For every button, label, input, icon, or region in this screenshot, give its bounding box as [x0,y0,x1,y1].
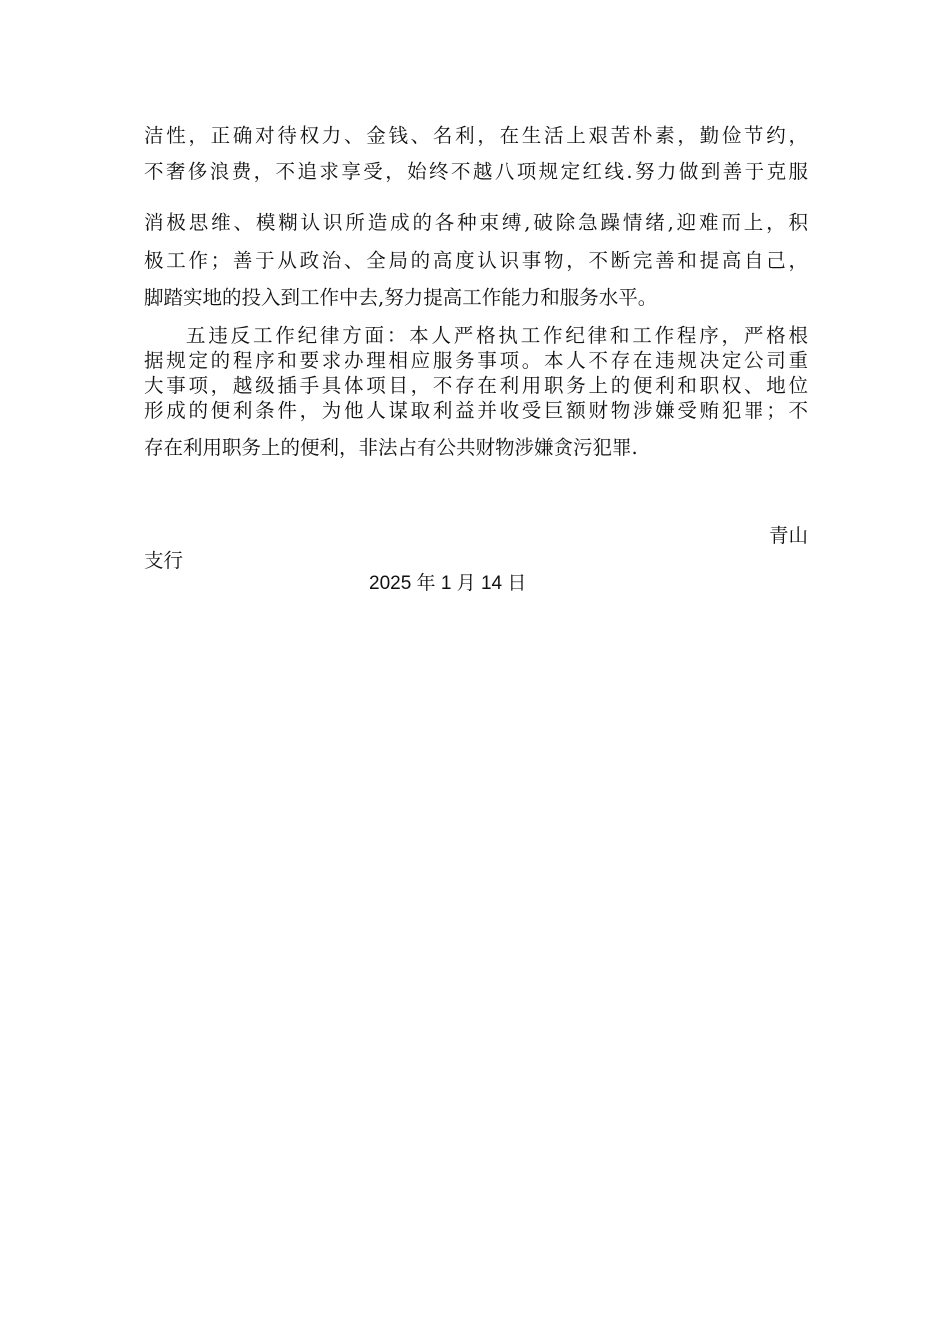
signature-org-continued: 支行 [144,549,184,572]
paragraph-line: 脚踏实地的投入到工作中去,努力提高工作能力和服务水平。 [144,286,658,309]
paragraph-line: 形成的便利条件，为他人谋取利益并收受巨额财物涉嫌受贿犯罪；不 [144,399,808,422]
signature-date: 2025 年 1 月 14 日 [369,573,527,594]
paragraph-line: 五违反工作纪律方面：本人严格执工作纪律和工作程序，严格根 [186,324,808,347]
signature-org: 青山 [768,524,808,547]
paragraph-line: 极工作；善于从政治、全局的高度认识事物，不断完善和提高自己， [144,249,808,272]
paragraph-line: 消极思维、模糊认识所造成的各种束缚,破除急躁情绪,迎难而上，积 [144,211,808,234]
paragraph-line: 不奢侈浪费，不追求享受，始终不越八项规定红线.努力做到善于克服 [144,160,808,183]
paragraph-line: 大事项，越级插手具体项目，不存在利用职务上的便利和职权、地位 [144,374,808,397]
paragraph-line: 据规定的程序和要求办理相应服务事项。本人不存在违规决定公司重 [144,349,808,372]
paragraph-line: 存在利用职务上的便利，非法占有公共财物涉嫌贪污犯罪. [144,436,638,459]
paragraph-line: 洁性，正确对待权力、金钱、名利，在生活上艰苦朴素，勤俭节约， [144,124,808,147]
